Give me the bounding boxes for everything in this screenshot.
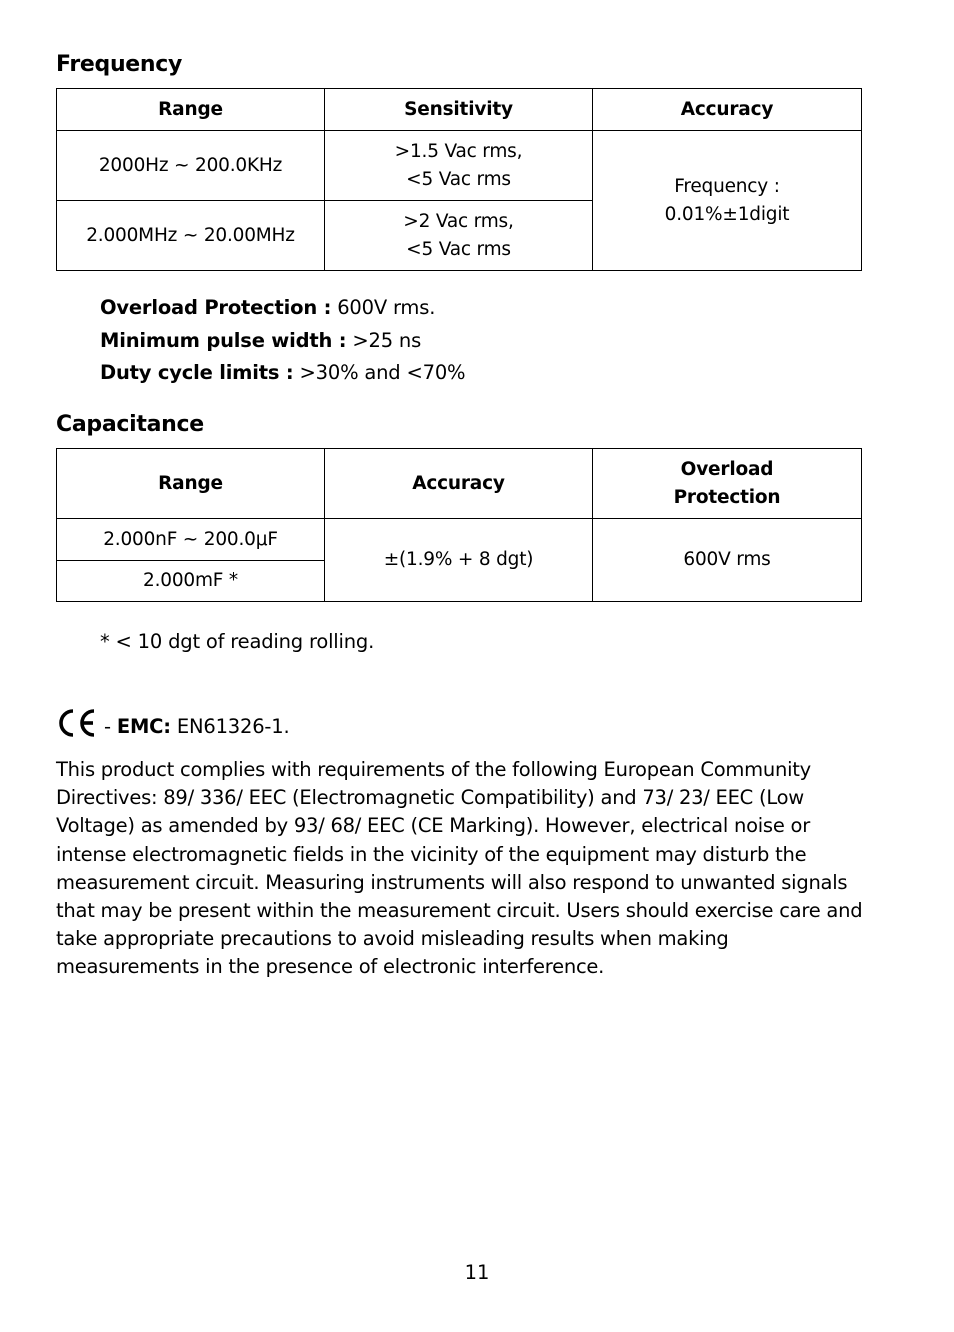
note-pulse-width (100, 325, 465, 358)
note-value: >30% and <70% (293, 361, 466, 384)
column-header-range: Range (57, 89, 325, 131)
table-header-row (57, 449, 862, 519)
column-header-accuracy: Accuracy (325, 449, 593, 519)
table-header-row (57, 89, 862, 131)
column-header-range: Range (57, 449, 325, 519)
emc-line (56, 708, 289, 738)
note-overload (100, 292, 465, 325)
sensitivity-line: <5 Vac rms (406, 168, 511, 190)
table-row (57, 131, 862, 201)
note-label: Overload Protection : (100, 296, 332, 319)
accuracy-cell: ±(1.9% + 8 dgt) (325, 519, 593, 602)
frequency-notes (100, 292, 465, 390)
capacitance-footnote: * < 10 dgt of reading rolling. (100, 630, 375, 653)
note-duty-cycle (100, 357, 465, 390)
range-cell: 2.000MHz ~ 20.00MHz (57, 201, 325, 271)
range-cell: 2.000nF ~ 200.0μF (57, 519, 325, 561)
ce-mark-icon (56, 708, 98, 738)
emc-dash: - (104, 715, 111, 738)
note-label: Duty cycle limits : (100, 361, 294, 384)
sensitivity-line: <5 Vac rms (406, 238, 511, 260)
capacitance-table (56, 448, 862, 602)
capacitance-heading: Capacitance (56, 412, 204, 437)
emc-value: EN61326-1. (176, 715, 290, 738)
accuracy-line: 0.01%±1digit (664, 203, 790, 225)
column-header-accuracy: Accuracy (593, 89, 862, 131)
note-label: Minimum pulse width : (100, 328, 347, 352)
accuracy-cell (593, 131, 862, 271)
sensitivity-line: >1.5 Vac rms, (394, 140, 523, 162)
range-cell: 2.000mF * (57, 561, 325, 602)
note-value: 600V rms. (331, 296, 436, 319)
header-line: Protection (673, 486, 781, 508)
frequency-heading: Frequency (56, 52, 183, 77)
sensitivity-cell (325, 131, 593, 201)
table-row (57, 519, 862, 561)
sensitivity-cell (325, 201, 593, 271)
column-header-sensitivity: Sensitivity (325, 89, 593, 131)
page-number: 11 (464, 1261, 490, 1284)
compliance-paragraph: This product complies with requirements of the following European Community Directives: 89/ 336/ EEC (Electromagnetic Compatibility) and 73/ 23/ EEC (Low Voltage) as amended by 93/ 68/ EEC (CE Marking). However, electrical noise or intense electromagnetic fields in the vicinity of the equipment may disturb the measurement circuit. Measuring instruments will also respond to unwanted signals that may be present within the measurement circuit. Users should exercise care and take appropriate precautions to avoid misleading results when making measurements in the presence of electronic interference. (56, 758, 863, 979)
accuracy-line: Frequency : (674, 175, 780, 197)
overload-cell: 600V rms (593, 519, 862, 602)
header-line: Overload (680, 458, 774, 480)
frequency-table (56, 88, 862, 271)
column-header-overload-protection (593, 449, 862, 519)
emc-label: EMC: (116, 715, 171, 738)
note-value: >25 ns (346, 328, 422, 352)
sensitivity-line: >2 Vac rms, (403, 210, 514, 232)
range-cell: 2000Hz ~ 200.0KHz (57, 131, 325, 201)
